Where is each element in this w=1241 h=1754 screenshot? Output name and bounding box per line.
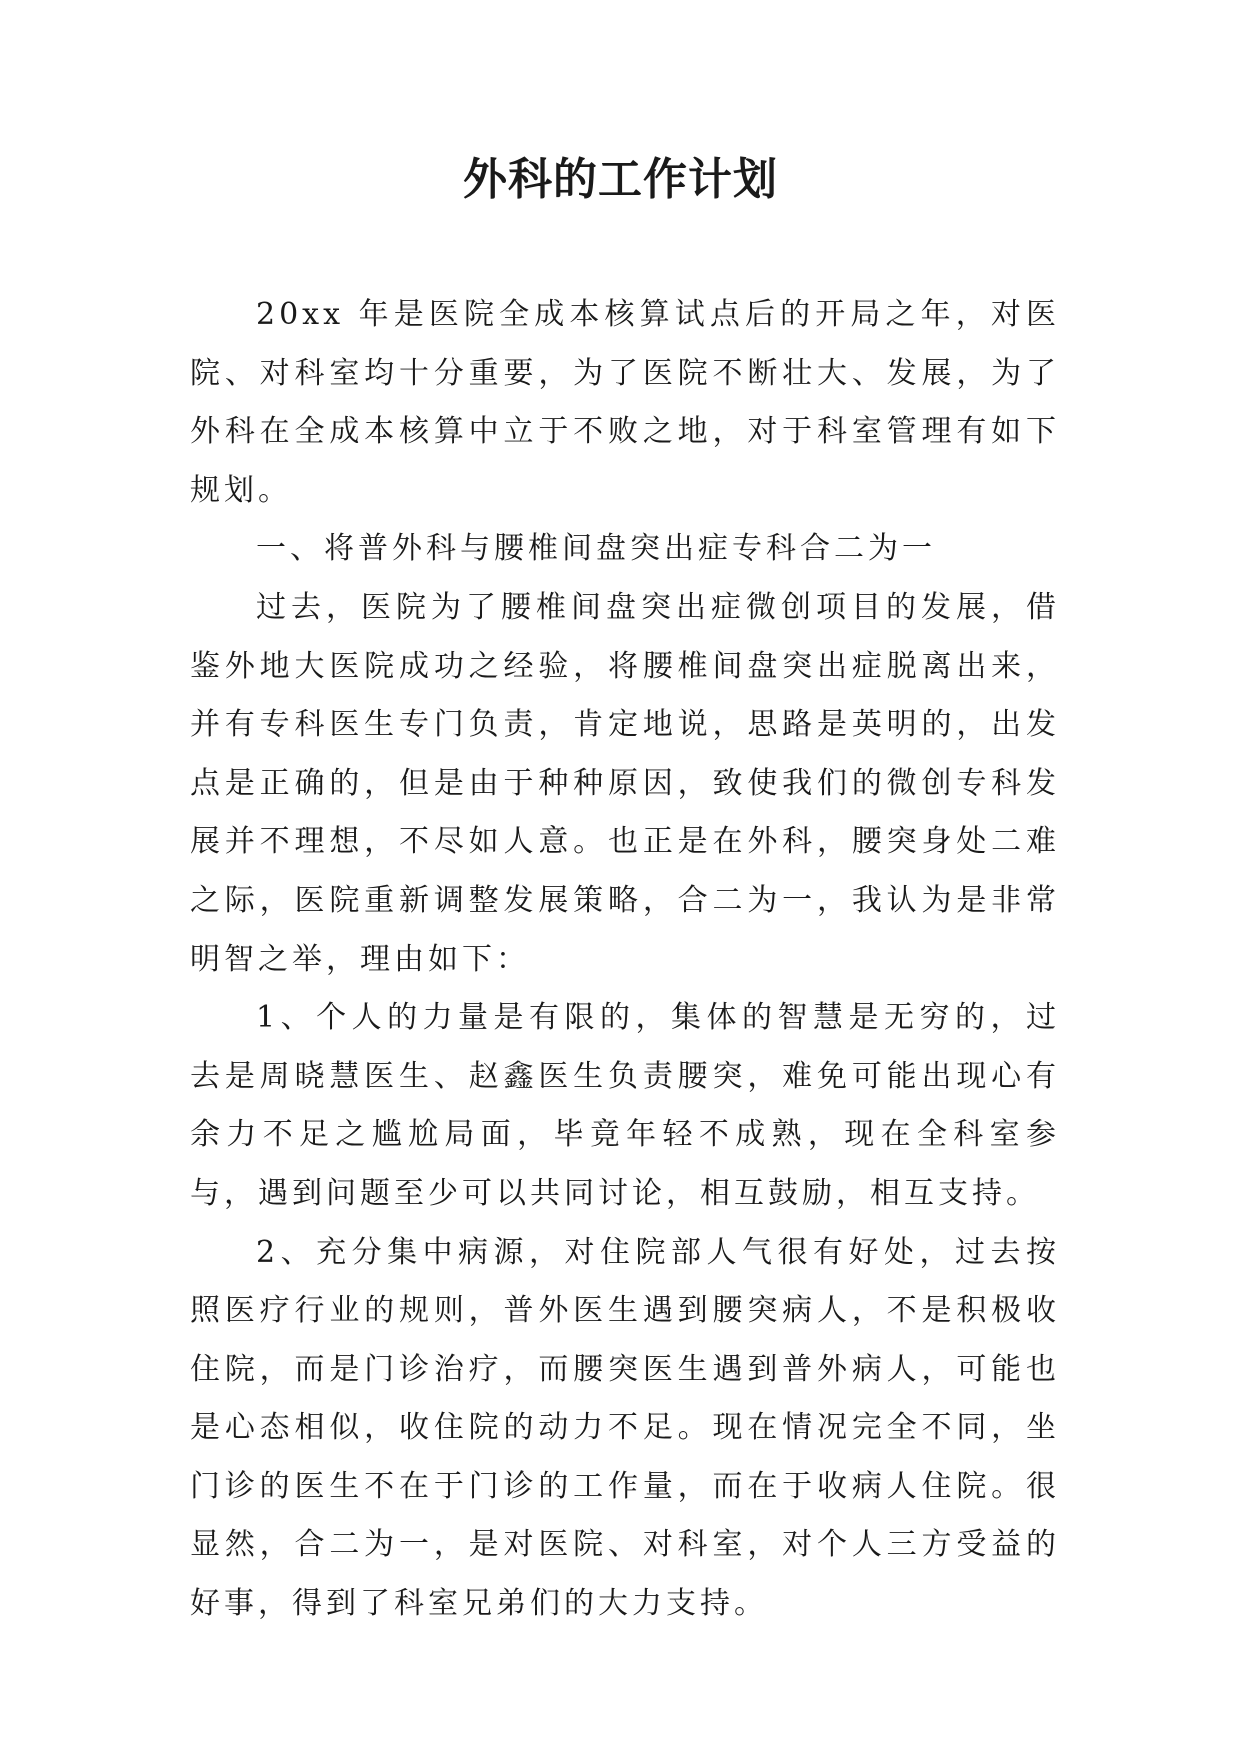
reason-paragraph-2: 2、充分集中病源，对住院部人气很有好处，过去按照医疗行业的规则，普外医生遇到腰突病人，不是积极收住院，而是门诊治疗，而腰突医生遇到普外病人，可能也是心态相似，收住院的动力不足。现在情况完全不同，坐门诊的医生不在于门诊的工作量，而在于收病人住院。很显然，合二为一，是对医院、对科室，对个人三方受益的好事，得到了科室兄弟们的大力支持。 (190, 1234, 1060, 1622)
section-heading: 一、将普外科与腰椎间盘突出症专科合二为一 (256, 531, 936, 567)
document-title: 外科的工作计划 (463, 154, 778, 205)
document-body (190, 286, 1060, 1634)
intro-paragraph: 20xx 年是医院全成本核算试点后的开局之年，对医院、对科室均十分重要，为了医院不断壮大、发展，为了外科在全成本核算中立于不败之地，对于科室管理有如下规划。 (190, 297, 1060, 508)
background-paragraph: 过去，医院为了腰椎间盘突出症微创项目的发展，借鉴外地大医院成功之经验，将腰椎间盘突出症脱离出来，并有专科医生专门负责，肯定地说，思路是英明的，出发点是正确的，但是由于种种原因，致使我们的微创专科发展并不理想，不尽如人意。也正是在外科，腰突身处二难之际，医院重新调整发展策略，合二为一，我认为是非常明智之举，理由如下： (190, 589, 1060, 977)
reason-paragraph-1: 1、个人的力量是有限的，集体的智慧是无穷的，过去是周晓慧医生、赵鑫医生负责腰突，难免可能出现心有余力不足之尴尬局面，毕竟年轻不成熟，现在全科室参与，遇到问题至少可以共同讨论，相互鼓励，相互支持。 (190, 1000, 1060, 1211)
